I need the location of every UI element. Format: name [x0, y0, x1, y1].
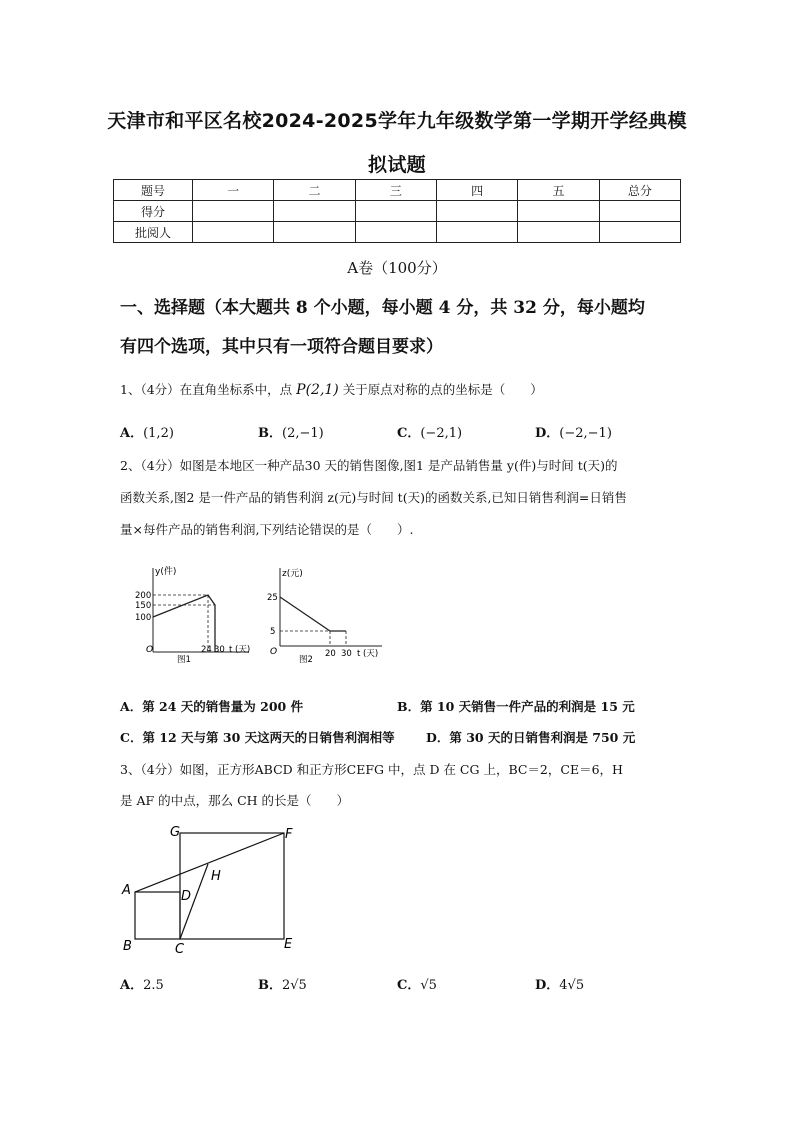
part1-heading-line1: 一、选择题（本大题共 8 个小题，每小题 4 分，共 32 分，每小题均: [120, 298, 645, 318]
q2-option-b[interactable]: B．第 10 天销售一件产品的利润是 15 元: [397, 699, 635, 714]
q1-option-d[interactable]: D．(−2,−1): [535, 426, 612, 441]
score-table-header-row: [114, 180, 681, 201]
part1-heading-line2: 有四个选项，其中只有一项符合题目要求）: [120, 337, 443, 357]
row-label: 批阅人: [114, 222, 193, 243]
question-1: [120, 375, 685, 405]
score-table: [113, 179, 681, 243]
fig2-ylabel: z(元): [282, 569, 303, 579]
label-F: F: [285, 827, 293, 842]
fig1-xtick: 24: [201, 645, 212, 655]
label-G: G: [170, 825, 181, 840]
fig2-profit-line: [280, 597, 346, 631]
header-cell: 题号: [114, 180, 193, 201]
reviewer-row: [114, 222, 681, 243]
q1-text-b: 关于原点对称的点的坐标是（ ）: [342, 382, 543, 397]
label-A: A: [122, 883, 131, 898]
reviewer-cell[interactable]: [274, 222, 355, 243]
fig1-xlabel: t (天): [229, 645, 251, 655]
square-cefg: [180, 833, 284, 939]
label-H: H: [211, 869, 221, 884]
score-cell[interactable]: [193, 201, 274, 222]
square-abcd: [135, 892, 180, 939]
header-cell: 三: [355, 180, 436, 201]
label-C: C: [175, 942, 185, 957]
label-B: B: [123, 939, 132, 954]
reviewer-cell[interactable]: [518, 222, 599, 243]
q2-line3: 量×每件产品的销售利润,下列结论错误的是（ ）.: [120, 522, 414, 537]
fig2-xlabel: t (天): [357, 649, 379, 659]
segment-af: [135, 833, 284, 892]
label-D: D: [181, 889, 192, 904]
figure-2-graph: [262, 562, 386, 666]
header-cell: 二: [274, 180, 355, 201]
fig2-ytick: 5: [270, 627, 276, 637]
fig1-ylabel: y(件): [155, 567, 177, 577]
q3-line1: 3、（4分）如图，正方形ABCD 和正方形CEFG 中，点 D 在 CG 上，BC＝2，CE＝6，H: [120, 762, 623, 777]
fig2-origin: O: [270, 647, 278, 657]
reviewer-cell[interactable]: [193, 222, 274, 243]
q2-option-d[interactable]: D．第 30 天的日销售利润是 750 元: [426, 730, 636, 745]
fig1-xtick: 30: [214, 645, 225, 655]
q1-option-b[interactable]: B．(2,−1): [258, 426, 324, 441]
q2-option-c[interactable]: C．第 12 天与第 30 天这两天的日销售利润相等: [120, 730, 395, 745]
score-row: [114, 201, 681, 222]
figure-1-graph: [125, 562, 255, 666]
reviewer-cell[interactable]: [599, 222, 680, 243]
reviewer-cell[interactable]: [355, 222, 436, 243]
q3-option-b[interactable]: B．2√5: [258, 978, 307, 993]
q3-geometry-figure: [118, 822, 298, 958]
reviewer-cell[interactable]: [436, 222, 517, 243]
fig1-ytick: 100: [135, 613, 152, 623]
label-E: E: [284, 937, 293, 952]
score-cell[interactable]: [355, 201, 436, 222]
doc-title-line2: 拟试题: [368, 154, 426, 176]
doc-title-line1: 天津市和平区名校2024-2025学年九年级数学第一学期开学经典模: [107, 110, 687, 132]
score-cell[interactable]: [274, 201, 355, 222]
header-cell: 一: [193, 180, 274, 201]
q2-option-a[interactable]: A．第 24 天的销售量为 200 件: [120, 699, 304, 714]
fig1-ytick: 150: [135, 601, 152, 611]
header-cell: 总分: [599, 180, 680, 201]
q2-line2: 函数关系,图2 是一件产品的销售利润 z(元)与时间 t(天)的函数关系,已知日销售利润=日销售: [120, 490, 627, 505]
q3-line2: 是 AF 的中点，那么 CH 的长是（ ）: [120, 793, 350, 808]
score-cell[interactable]: [436, 201, 517, 222]
q1-option-c[interactable]: C．(−2,1): [397, 426, 463, 441]
fig2-xtick: 20: [325, 649, 336, 659]
q1-point: P(2,1): [296, 382, 339, 398]
header-cell: 五: [518, 180, 599, 201]
fig2-xtick: 30: [341, 649, 352, 659]
fig1-ytick: 200: [135, 591, 152, 601]
fig1-origin: O: [146, 645, 154, 655]
q1-text-a: 1、（4分）在直角坐标系中，点: [120, 382, 293, 397]
section-heading: A卷（100分）: [347, 259, 447, 277]
score-cell[interactable]: [599, 201, 680, 222]
q3-option-d[interactable]: D．4√5: [535, 978, 585, 993]
fig1-caption: 图1: [177, 655, 191, 665]
fig1-sales-line: [153, 595, 215, 652]
fig2-ytick: 25: [267, 593, 278, 603]
fig2-caption: 图2: [299, 655, 313, 665]
q2-line1: 2、（4分）如图是本地区一种产品30 天的销售图像,图1 是产品销售量 y(件)与时间 t(天)的: [120, 458, 618, 473]
score-cell[interactable]: [518, 201, 599, 222]
header-cell: 四: [436, 180, 517, 201]
q1-option-a[interactable]: A．(1,2): [120, 426, 174, 441]
row-label: 得分: [114, 201, 193, 222]
q3-option-a[interactable]: A．2.5: [120, 978, 164, 993]
q3-option-c[interactable]: C．√5: [397, 978, 437, 993]
